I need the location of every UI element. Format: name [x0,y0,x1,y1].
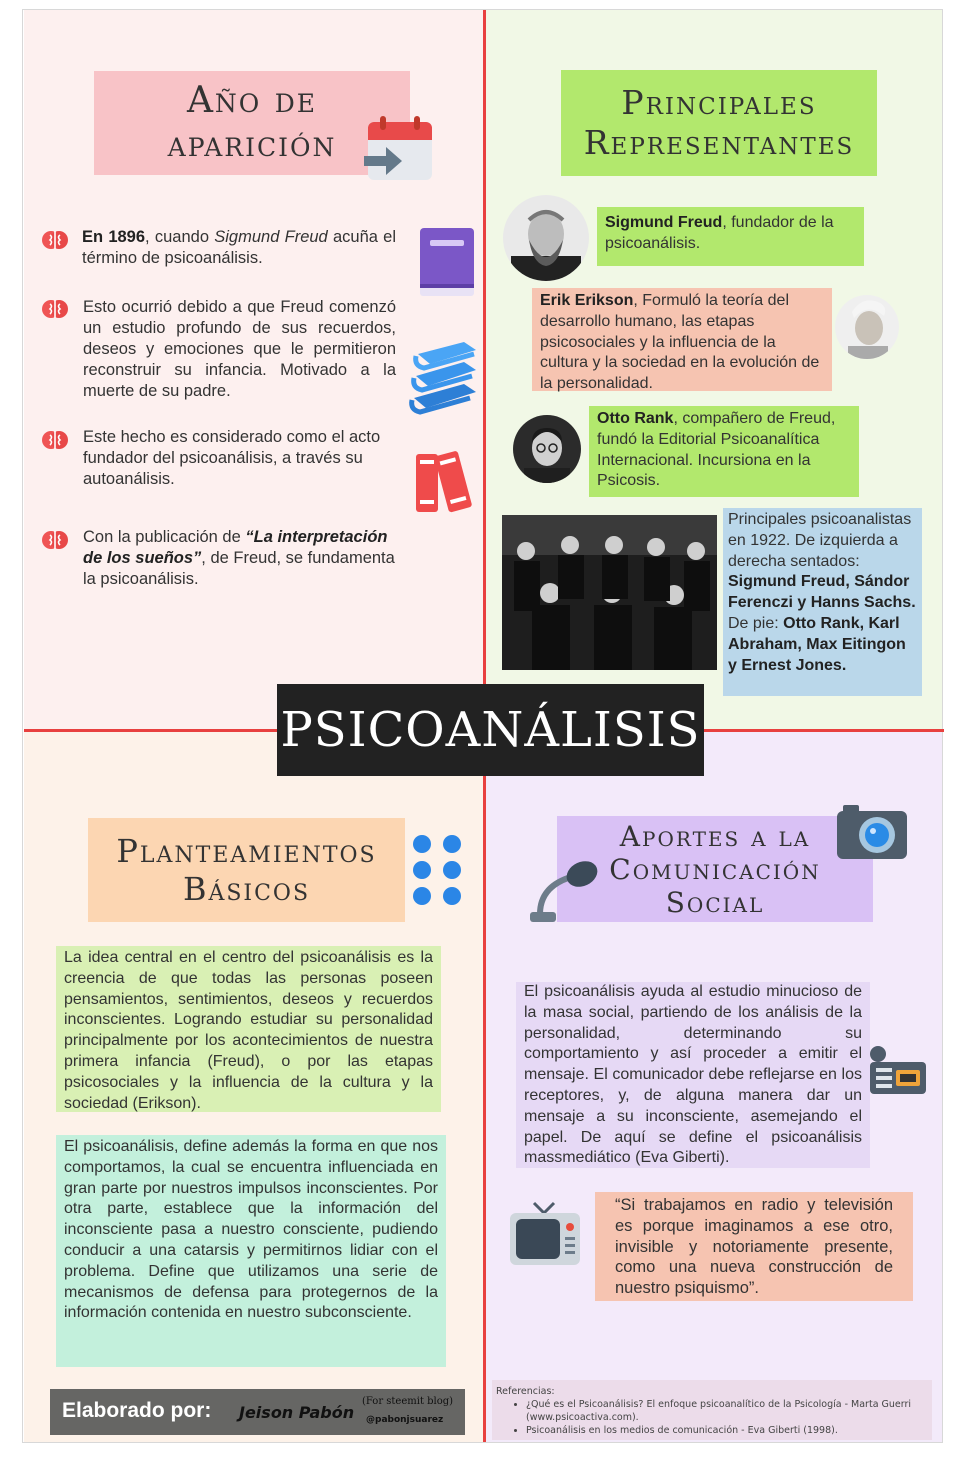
aportes-para1: El psicoanálisis ayuda al estudio minucioso de la masa social, partiendo de los análisis de la personalidad, determinando su comportamiento y así proceder a emitir el mensaje. El comunicador debe reflejarse en los receptores, y, de alguna manera dar un mensaje a su inconsciente, asemejando el papel. De aquí se define el psicoanálisis massmediático (Eva Giberti). [516,982,870,1168]
aportes-heading-line2: Comunicación [609,852,821,886]
group-caption-seated: Sigmund Freud, Sándor Ferenczi y Hanns Sachs. [728,573,916,612]
aportes-heading-line1: Aportes a la [619,819,811,853]
ano-heading [94,71,410,175]
brain-bullet-icon [42,296,68,322]
ano-item-4-post: , de Freud, se fundamenta la psicoanálisis. [83,549,395,588]
brain-bullet-icon [42,527,68,553]
group-photo [502,515,717,670]
brain-bullet-icon [42,227,68,253]
radio-icon [866,1044,928,1098]
ano-item-4-pre: Con la publicación de [83,528,246,546]
ano-item-3: Este hecho es considerado como el acto fundador del psicoanálisis, a través su autoanálisis. [83,428,381,488]
page-title: PSICOANÁLISIS [277,684,704,776]
ano-item-1-post: acuña el término de psicoanálisis. [82,228,397,267]
ano-heading-line1: Año de [186,80,318,121]
aportes-quote: “Si trabajamos en radio y televisión es porque imaginamos a ese otro, invisible y notoriamente presente, como una nueva construcción de nuestro psiquismo”. [595,1192,913,1301]
microphone-icon [526,856,604,924]
freud-box [597,207,864,266]
ano-item-1-bold: En 1896 [82,228,146,246]
references-label: Referencias: [496,1386,555,1397]
author-bar [50,1389,465,1435]
aportes-heading [557,816,873,922]
group-caption-intro: Principales psicoanalistas en 1922. De izquierda a derecha sentados: [728,511,912,570]
freud-text: , fundador de la psicoanálisis. [605,214,834,252]
erikson-portrait [834,294,900,360]
calendar-icon [364,114,436,184]
erikson-box [532,288,832,391]
dots-grid-icon [410,832,466,908]
rank-portrait [512,414,582,484]
ano-item-1-italic: Sigmund Freud [214,228,328,246]
planteamientos-heading-line1: Planteamientos [116,832,377,870]
planteamientos-para1: La idea central en el centro del psicoanálisis es la creencia de que todas las personas poseen pensamientos, sentimientos, deseos y recuerdos inconscientes. Logrando estudiar su personalidad principalmente por los acontecimientos de nuestra primera infancia (Freud), o por las etapas psicosociales y la influencia de la cultura y la sociedad (Erikson). [56,946,441,1112]
author-handle: @pabonjsuarez [366,1415,444,1425]
ano-item-4 [83,527,399,590]
brain-bullet-icon [42,427,68,453]
erikson-text: , Formuló la teoría del desarrollo humano, las etapas psicosociales y la influencia de la cultura y la sociedad en la evolución de la personalidad. [540,292,820,393]
group-caption-standing-label: De pie: [728,614,784,632]
group-caption [723,508,922,696]
representantes-heading-line2: Representantes [583,123,855,162]
ano-item-1-mid: , cuando [145,228,215,246]
planteamientos-heading-line2: Básicos [182,870,311,908]
purple-book-icon [416,226,478,298]
rank-name: Otto Rank [597,410,674,427]
references-box [492,1380,932,1440]
representantes-heading-line1: Principales [621,83,817,122]
freud-name: Sigmund Freud [605,214,723,231]
aportes-heading-line3: Social [665,885,765,919]
blue-books-icon [408,340,480,418]
author-note: (For steemit blog) [362,1396,454,1407]
reference-item: • Psicoanálisis en los medios de comunicación - Eva Giberti (1998). [526,1424,926,1437]
tv-icon [508,1199,582,1267]
rank-box [589,406,859,497]
reference-item: • ¿Qué es el Psicoanálisis? El enfoque psicoanalítico de la Psicología - Marta Guerri (www.psicoactiva.com). [526,1398,926,1424]
author-label: Elaborado por: [62,1399,212,1422]
ano-item-2: Esto ocurrió debido a que Freud comenzó un estudio profundo de sus recuerdos, deseos y emociones que le permitieron reconstruir su infancia. Motivado a la muerte de su padre. [83,298,396,400]
representantes-heading [561,70,877,176]
freud-portrait [501,194,591,282]
erikson-name: Erik Erikson [540,292,634,309]
ano-item-4-title: “La interpretación de los sueños” [83,528,388,567]
author-name: Jeison Pabón [239,1403,355,1422]
ano-item-1 [82,227,396,269]
camera-icon [835,805,909,863]
ano-heading-line2: aparición [167,124,337,165]
red-books-icon [412,444,476,516]
planteamientos-heading [88,818,405,922]
rank-text: , compañero de Freud, fundó la Editorial Psicoanalítica Internacional. Incursiona en la Psicosis. [597,410,836,490]
planteamientos-para2: El psicoanálisis, define además la forma en que nos comportamos, la cual se encuentra influenciada en gran parte por nuestros impulsos inconscientes. Por otra parte, establece que la información del inconsciente pasa a nuestro consciente, pudiendo conducir a una catarsis y permitirnos lidiar con el problema. Define que utilizamos una serie de mecanismos de defensa para protegernos de la información contenida en nuestro subconsciente. [56,1135,446,1367]
group-caption-standing: Otto Rank, Karl Abraham, Max Eitingon y Ernest Jones. [728,614,906,674]
